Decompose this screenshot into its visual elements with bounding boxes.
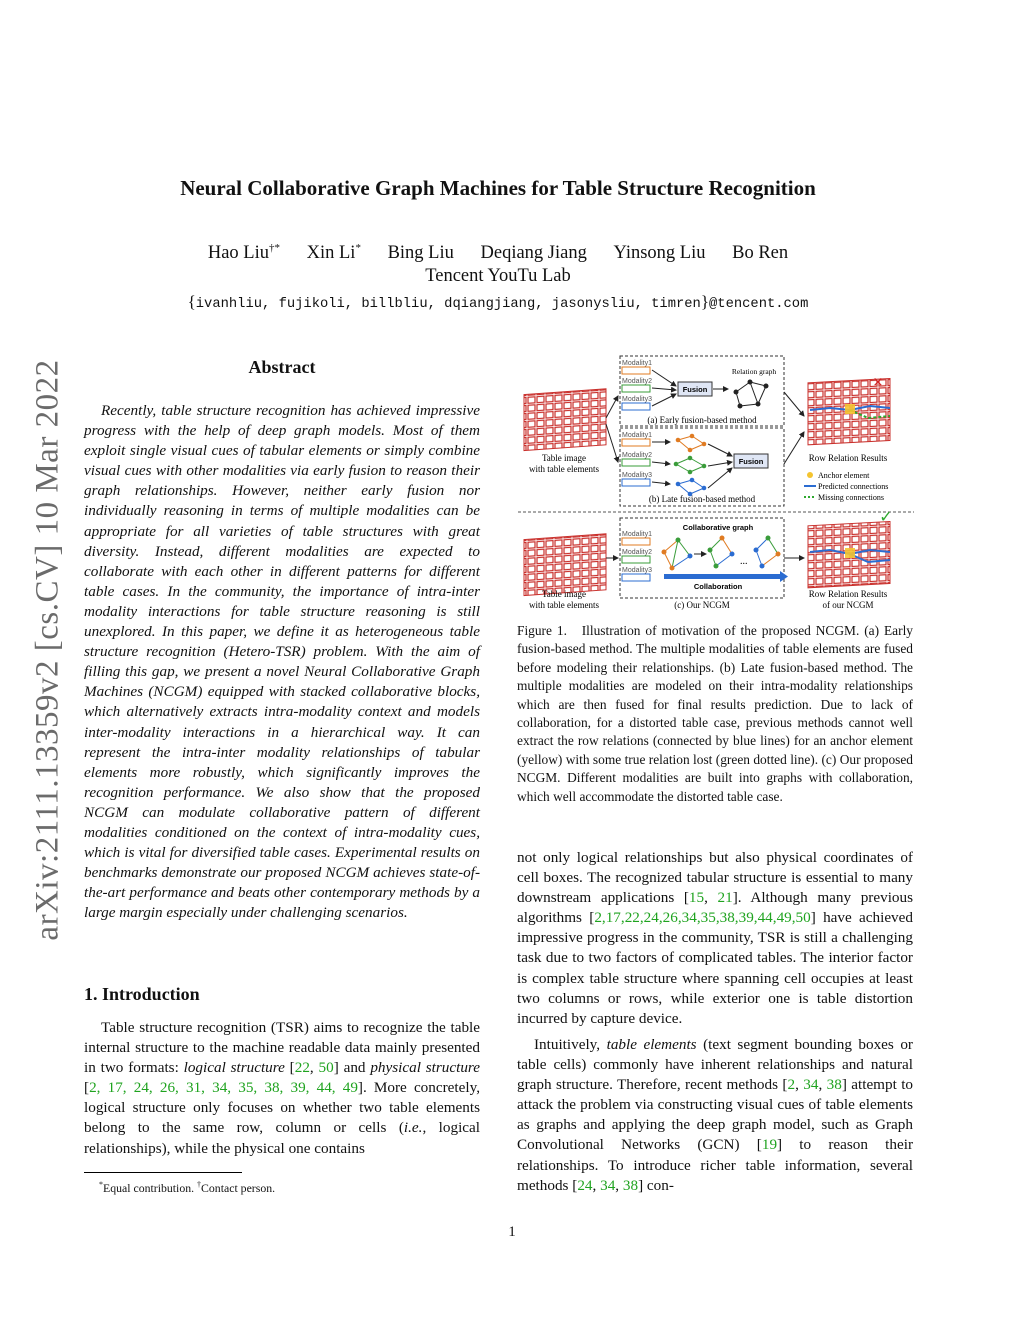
abstract-heading: Abstract	[248, 357, 316, 377]
legend-predicted: Predicted connections	[818, 482, 889, 491]
citation[interactable]: 34	[600, 1176, 616, 1194]
legend-anchor: Anchor element	[818, 471, 870, 480]
modality-label: Modality3	[622, 472, 652, 479]
modality-label: Modality2	[622, 378, 652, 385]
table-image-label: with table elements	[529, 464, 599, 474]
citation[interactable]: 34	[803, 1076, 819, 1094]
arxiv-stamp: arXiv:2111.13359v2 [cs.CV] 10 Mar 2022	[29, 359, 66, 941]
figure-caption: Figure 1. Illustration of motivation of the proposed NCGM. (a) Early fusion-based method. The multiple modalities of table elements are fused before modeling their relationships. (b) Late fusion-based method. The multiple modalities are modeled on their intra-modality relationships which are then fused for final results prediction. Due to lack of collaboration, for a distorted table case, previous methods cannot well extract the row relations (connected by blue lines) for an anchor element (yellow) with some true relation lost (green dotted line). (c) Our proposed NCGM. Different modalities are built into graphs with collaboration, which well accommodate the distorted table case.	[517, 623, 913, 804]
author: Xin Li*	[306, 242, 361, 264]
table-image-label: Table image	[541, 453, 587, 463]
modality-label: Modality2	[622, 549, 652, 556]
abstract-text: Recently, table structure recognition has achieved impressive progress with the help of deep graph models. Most of them exploit single visual cues of tabular elements or simply combine visual cues with other modalities via early fusion to reason their graph relationships. However, neither early fusion nor individually reasoning in terms of multiple modalities can be appropriate for all varieties of table structures with great diversity. Instead, different modalities are expected to collaborate with each other in different patterns for different table cases. In the community, the importance of intra-inter modality interactions for table structure reasoning is still unexplored. In this paper, we define it as heterogeneous table structure recognition (Hetero-TSR) problem. With the aim of filling this gap, we present a novel Neural Collaborative Graph Machines (NCGM) equipped with stacked collaborative blocks, which alternatively extracts intra-modality context and models inter-modality interactions in a hierarchical way. It can represent the intra-inter modality relationships of tabular elements more robustly, which significantly improves the recognition performance. We also show that the proposed NCGM can modulate collaborative pattern of different modalities conditioned on the context of intra-modality cues, which is vital for diversified table cases. Experimental results on benchmarks demonstrate our proposed NCGM achieves state-of-the-art performance and beats other contemporary methods by a large margin especially under challenging scenarios.	[84, 402, 480, 922]
ellipsis: ...	[740, 556, 748, 567]
figure-1	[518, 352, 914, 614]
table-image-bottom	[524, 534, 606, 596]
table-image-label: with table elements	[529, 600, 599, 610]
footnote-rule	[84, 1172, 242, 1173]
citation[interactable]: 2,17,22,24,26,34,35,38,39,44,49,50	[594, 909, 811, 927]
legend-missing: Missing connections	[818, 493, 884, 502]
author-list	[60, 242, 936, 264]
subfig-label-c: (c) Our NCGM	[674, 600, 730, 610]
collaboration-label: Collaboration	[693, 582, 743, 591]
cross-icon: ×	[872, 375, 884, 390]
result-label: of our NCGM	[822, 600, 874, 610]
citation[interactable]: 19	[761, 1136, 778, 1154]
result-table-bottom	[808, 522, 890, 588]
page-number: 1	[508, 1224, 516, 1240]
relation-graph-label: Relation graph	[731, 367, 777, 376]
subfig-label-b: (b) Late fusion-based method	[648, 494, 756, 504]
citation[interactable]: 24	[577, 1176, 593, 1194]
email-line: {ivanhliu, fujikoli, billbliu, dqiangjiang, jasonysliu, timren}@tencent.com	[187, 292, 809, 312]
collab-graph-label: Collaborative graph	[682, 523, 754, 532]
author: Bo Ren	[732, 243, 789, 264]
table-image-top	[524, 389, 606, 451]
citation[interactable]: 38	[826, 1076, 842, 1094]
modality-label: Modality1	[622, 360, 652, 367]
citation[interactable]: 22	[294, 1059, 310, 1077]
fusion-box: Fusion	[738, 457, 764, 466]
fusion-box: Fusion	[682, 385, 708, 394]
paper-title: Neural Collaborative Graph Machines for Table Structure Recognition	[180, 176, 816, 200]
citation[interactable]: 38	[622, 1176, 639, 1194]
affiliation: Tencent YouTu Lab	[425, 266, 571, 286]
right-paragraph-1: not only logical relationships but also physical coordinates of cell boxes. The recognized tabular structure is essential to many downstream applications [15, 21]. Although many previous algorithms [2,17,22,24,26,34,35,38,39,44,49,50] have achieved impressive progress in the community, TSR is still a challenging task due to two factors of complicated tables. The interior factor is complex table structure where spanning cell occupies at least two columns or rows, while exterior one is table distortion incurred by capture device.	[517, 849, 914, 1027]
citation[interactable]: 2, 17, 24, 26, 31, 34, 35, 38, 39, 44, 49	[89, 1079, 358, 1097]
table-image-label: Table image	[541, 589, 587, 599]
right-paragraph-2: Intuitively, table elements (text segment bounding boxes or table cells) commonly have inherent relationships and natural graph structure. Therefore, recent methods [2, 34, 38] attempt to attack the problem via constructing visual cues of table elements as graphs and applying the deep graph model, such as Graph Convolutional Networks (GCN) [19] to reason their relationships. To introduce richer table information, several methods [24, 34, 38] con-	[517, 1036, 914, 1194]
modality-label: Modality3	[622, 396, 652, 403]
modality-label: Modality3	[622, 567, 652, 574]
intro-paragraph: Table structure recognition (TSR) aims to recognize the table internal structure to the machine readable data mainly presented in two formats: logical structure [22, 50] and physical structure [2, 17, 24, 26, 31, 34, 35, 38, 39, 44, 49]. More concretely, logical structure only focuses on whether two table elements belong to the same row, column or cells (i.e., logical relationships), while the physical one contains	[84, 1019, 481, 1157]
modality-label: Modality1	[622, 432, 652, 439]
section-heading: 1. Introduction	[84, 984, 200, 1004]
subfig-label-a: (a) Early fusion-based method	[647, 415, 757, 425]
check-icon: ✓	[879, 507, 893, 526]
author: Hao Liu†*	[207, 242, 280, 264]
author: Deqiang Jiang	[480, 243, 587, 264]
result-label: Row Relation Results	[808, 589, 888, 599]
author: Yinsong Liu	[613, 243, 706, 264]
modality-label: Modality2	[622, 452, 652, 459]
author: Bing Liu	[387, 243, 454, 264]
citation[interactable]: 50	[318, 1059, 334, 1077]
citation[interactable]: 21	[717, 889, 733, 907]
citation[interactable]: 2	[787, 1076, 796, 1094]
citation[interactable]: 15	[688, 889, 705, 907]
result-label: Row Relation Results	[808, 453, 888, 463]
modality-label: Modality1	[622, 531, 652, 538]
footnote: *Equal contribution. †Contact person.	[99, 1180, 276, 1195]
